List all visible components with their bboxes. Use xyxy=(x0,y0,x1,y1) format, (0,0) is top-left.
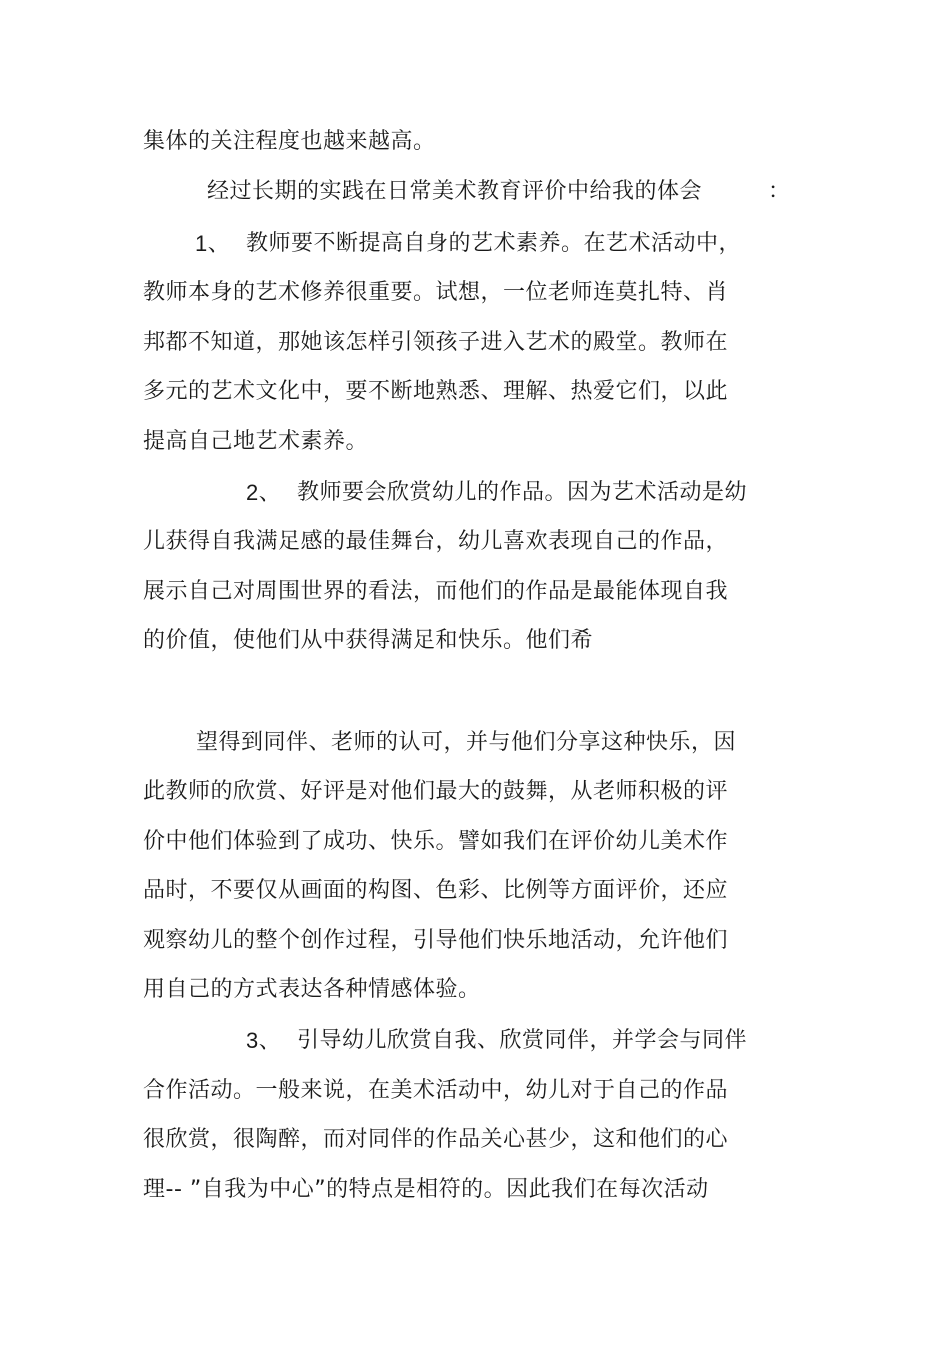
list-number: 3、 xyxy=(246,1028,282,1053)
text-line: 邦都不知道，那她该怎样引领孩子进入艺术的殿堂。教师在 xyxy=(143,330,729,355)
text-line: 品时，不要仅从画面的构图、色彩、比例等方面评价，还应 xyxy=(143,878,729,903)
text-line: 观察幼儿的整个创作过程，引导他们快乐地活动，允许他们 xyxy=(143,928,729,953)
text-line: 教师要不断提高自身的艺术素养。在艺术活动中， xyxy=(246,231,742,256)
text-line: 引导幼儿欣赏自我、欣赏同伴，并学会与同伴 xyxy=(297,1028,748,1053)
text-line: ： xyxy=(768,179,791,204)
text-line: 理-- ”自我为中心”的特点是相符的。因此我们在每次活动 xyxy=(143,1177,709,1202)
text-line: 展示自己对周围世界的看法，而他们的作品是最能体现自我 xyxy=(143,579,729,604)
text-line: 教师本身的艺术修养很重要。试想，一位老师连莫扎特、肖 xyxy=(143,280,729,305)
text-line: 价中他们体验到了成功、快乐。譬如我们在评价幼儿美术作 xyxy=(143,829,729,854)
text-line: 提高自己地艺术素养。 xyxy=(143,429,369,454)
list-number: 2、 xyxy=(246,480,282,505)
text-line: 合作活动。一般来说，在美术活动中，幼儿对于自己的作品 xyxy=(143,1078,729,1103)
text-line: 很欣赏，很陶醉，而对同伴的作品关心甚少，这和他们的心 xyxy=(143,1127,729,1152)
text-line: 此教师的欣赏、好评是对他们最大的鼓舞，从老师积极的评 xyxy=(143,779,729,804)
text-line: 用自己的方式表达各种情感体验。 xyxy=(143,977,481,1002)
text-line: 经过长期的实践在日常美术教育评价中给我的体会 xyxy=(207,179,703,204)
text-line: 集体的关注程度也越来越高。 xyxy=(143,129,436,154)
list-number: 1、 xyxy=(195,231,231,256)
text-line: 望得到同伴、老师的认可，并与他们分享这种快乐，因 xyxy=(196,730,737,755)
text-line: 多元的艺术文化中，要不断地熟悉、理解、热爱它们，以此 xyxy=(143,379,729,404)
text-line: 的价值，使他们从中获得满足和快乐。他们希 xyxy=(143,628,594,653)
text-line: 儿获得自我满足感的最佳舞台，幼儿喜欢表现自己的作品， xyxy=(143,529,729,554)
text-line: 教师要会欣赏幼儿的作品。因为艺术活动是幼 xyxy=(297,480,748,505)
